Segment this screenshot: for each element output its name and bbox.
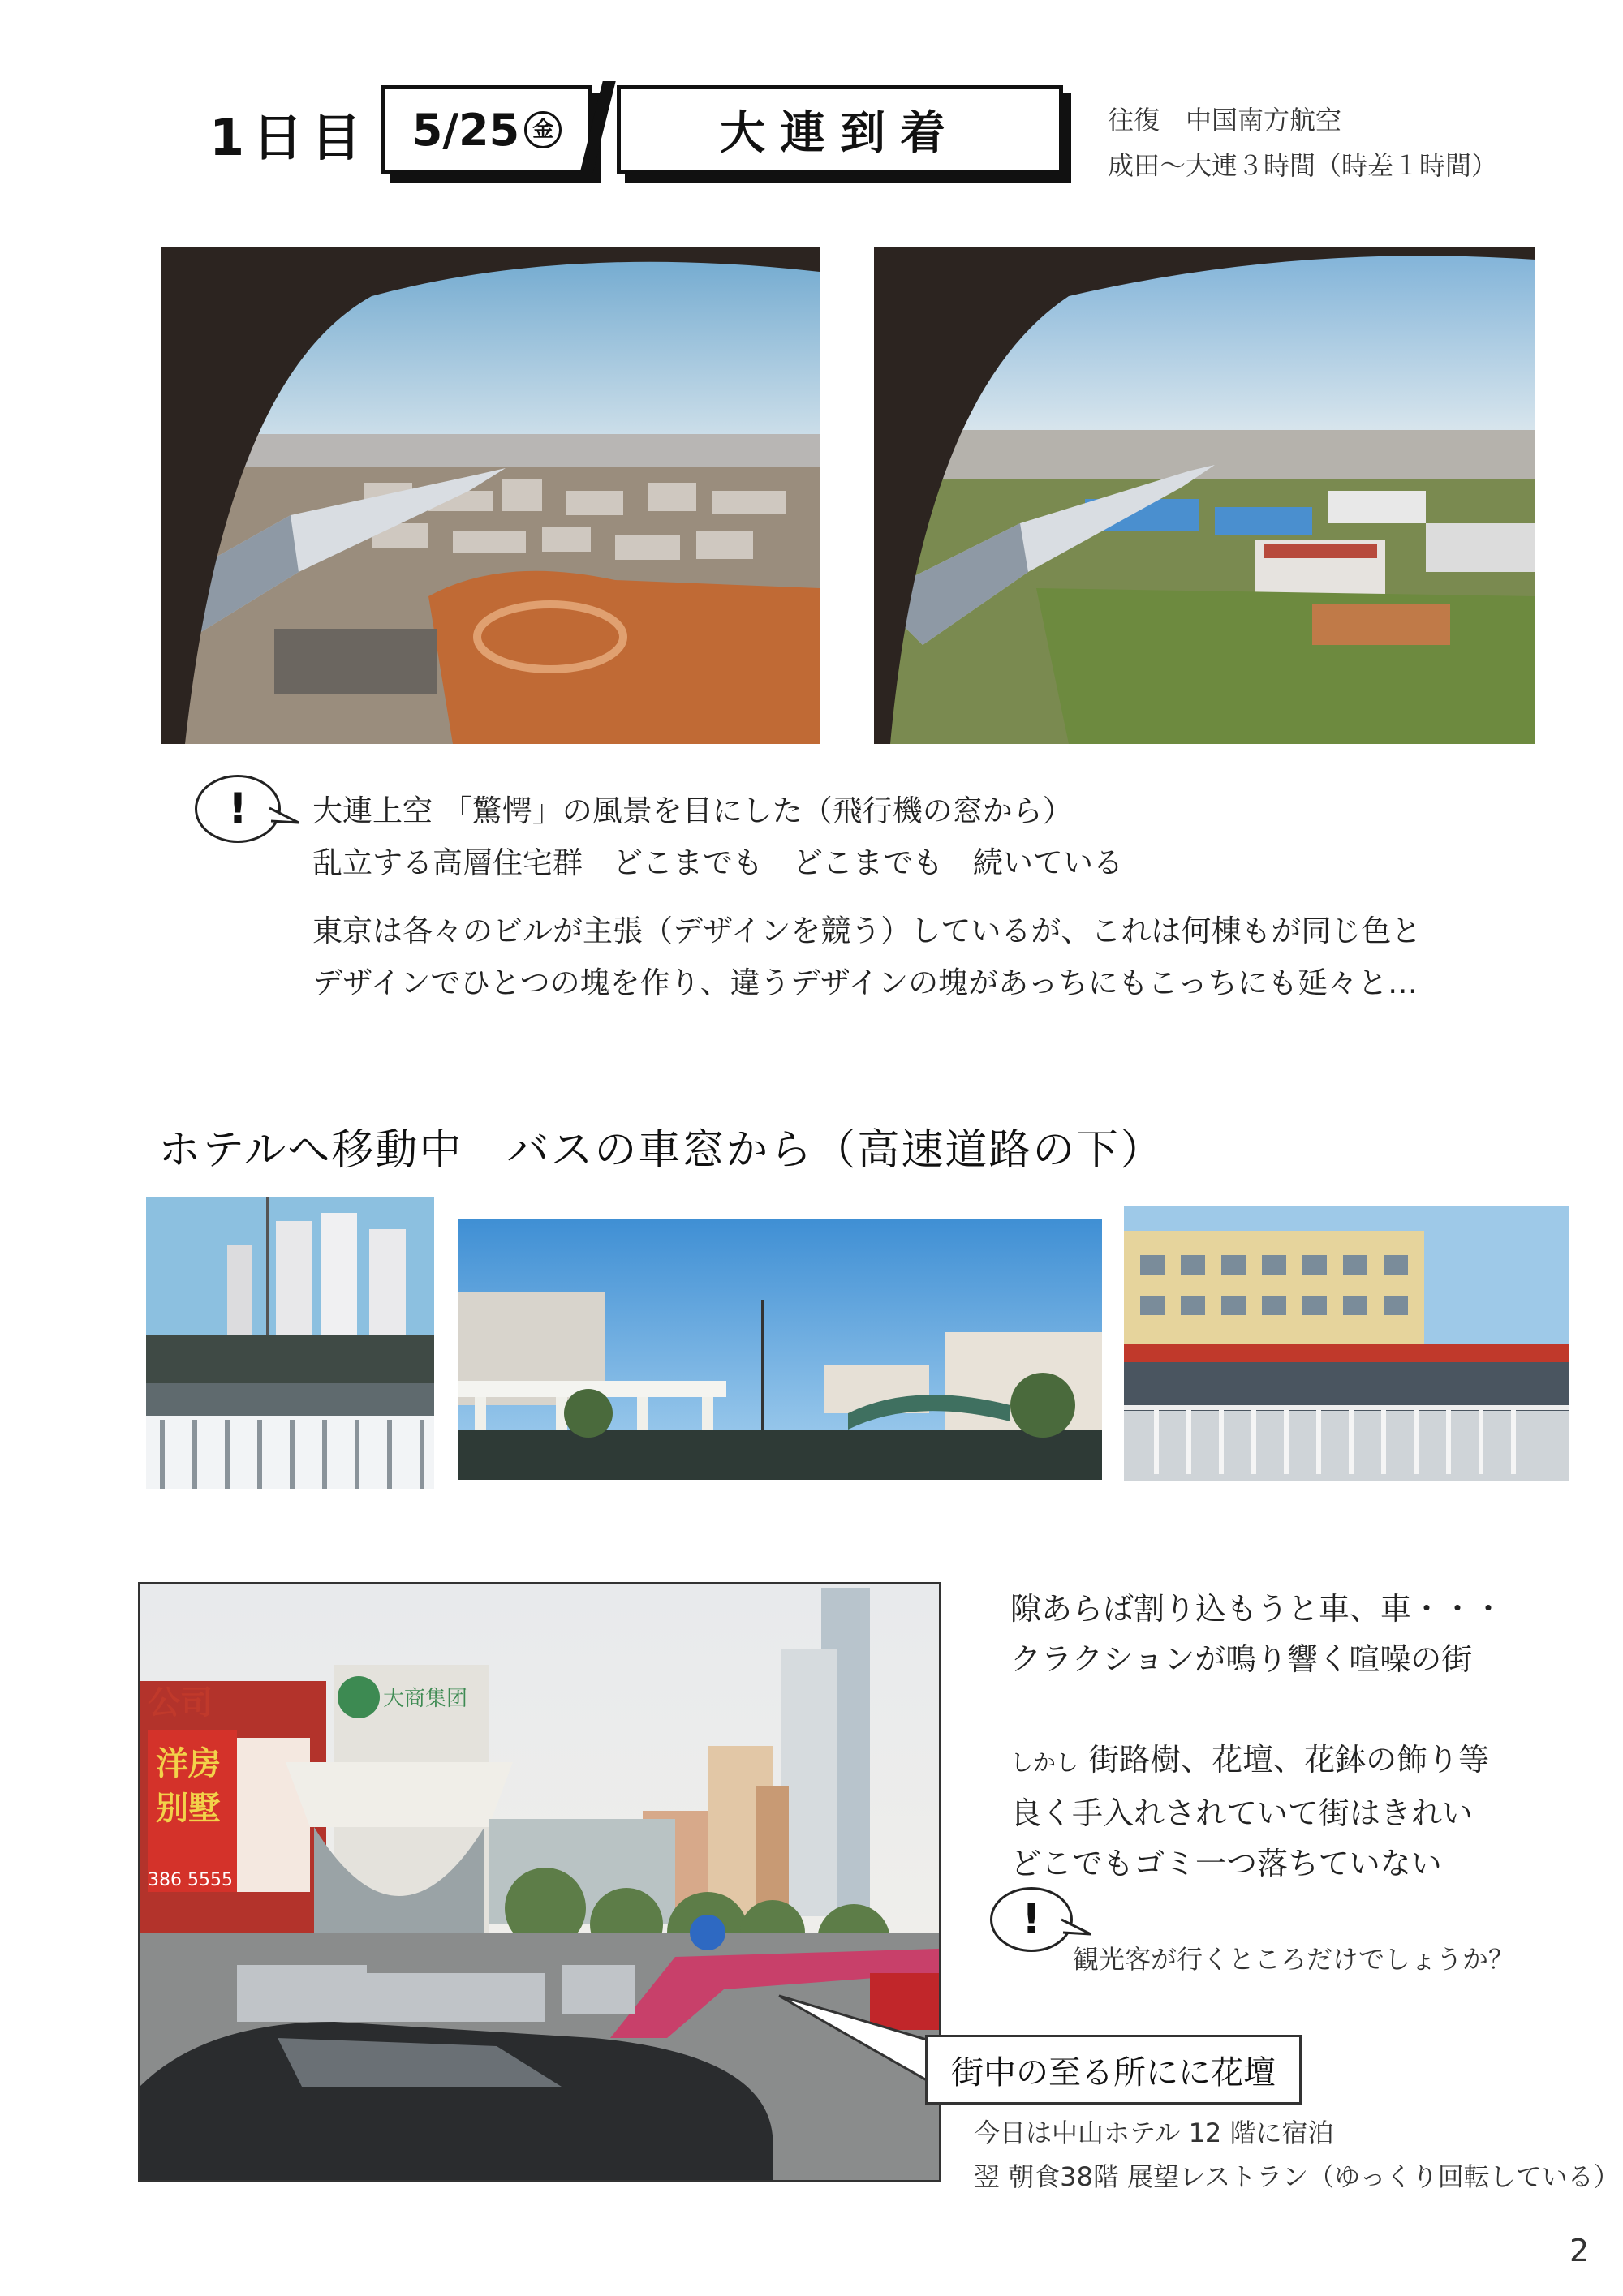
section1-line3: 東京は各々のビルが主張（デザインを競う）しているが、これは何棟もが同じ色と <box>312 914 1422 948</box>
photo-bus-window-1 <box>146 1197 434 1489</box>
photo-aerial-city-1 <box>161 247 820 744</box>
section3-line4: 良く手入れされていて街はきれい <box>1010 1795 1474 1831</box>
flight-info <box>1108 97 1497 188</box>
shop-sign-1: 公司 <box>148 1684 213 1722</box>
flight-duration: 成田〜大連３時間（時差１時間） <box>1108 150 1498 181</box>
callout-pointer-icon <box>771 1980 933 2093</box>
speech-tail-icon-2 <box>1060 1915 1092 1939</box>
shop-sign-phone: 386 5555 <box>148 1870 233 1890</box>
hotel-note-2: 翌 朝食38階 展望レストラン（ゆっくり回転している） <box>974 2161 1620 2192</box>
section3-text <box>1010 1584 1504 1889</box>
callout-flower-beds: 街中の至る所にに花壇 <box>925 2035 1302 2105</box>
however-small: しかし <box>1010 1749 1079 1776</box>
weekday-circle: 金 <box>524 111 562 148</box>
section1-line4: デザインでひとつの塊を作り、違うデザインの塊があっちにもこっちにも延々と… <box>312 965 1418 1000</box>
section1-line2: 乱立する高層住宅群 どこまでも どこまでも 続いている <box>312 845 1123 880</box>
date-box <box>381 85 592 174</box>
date-text: 5/25 <box>411 104 520 156</box>
day-label: 1日目 <box>209 108 370 167</box>
section3-line5: どこでもゴミ一つ落ちていない <box>1010 1846 1442 1881</box>
section3-line2: クラクションが鳴り響く喧噪の街 <box>1010 1641 1473 1677</box>
section1-line1: 大連上空 「驚愕」の風景を目にした（飛行機の窓から） <box>312 793 1073 828</box>
flight-airline: 往復 中国南方航空 <box>1108 105 1342 135</box>
section3-line3-main: 街路樹、花壇、花鉢の飾り等 <box>1088 1742 1490 1778</box>
mall-sign: 大商集团 <box>383 1687 468 1711</box>
photo-bus-window-3 <box>1124 1206 1569 1481</box>
page-title: 大連到着 <box>617 85 1063 174</box>
photo-aerial-city-2 <box>874 247 1535 744</box>
section3-aside: 観光客が行くところだけでしょうか？ <box>1073 1944 1515 1975</box>
exclamation-mark: ! <box>228 785 248 833</box>
hotel-note-1: 今日は中山ホテル 12 階に宿泊 <box>974 2118 1334 2148</box>
section3-line3 <box>1010 1735 1504 1788</box>
exclamation-mark-2: ! <box>1022 1895 1041 1944</box>
photo-bus-window-2 <box>458 1219 1102 1480</box>
section2-heading: ホテルへ移動中 バスの車窓から（高速道路の下） <box>158 1126 1165 1175</box>
page-number: 2 <box>1569 2233 1590 2268</box>
speech-tail-icon <box>268 803 300 828</box>
shop-sign-2: 洋房 <box>156 1745 221 1782</box>
section1-text <box>312 785 1421 1009</box>
shop-sign-3: 别墅 <box>156 1790 221 1827</box>
section3-line1: 隙あらば割り込もうと車、車・・・ <box>1010 1591 1505 1627</box>
hotel-notes <box>974 2111 1620 2199</box>
